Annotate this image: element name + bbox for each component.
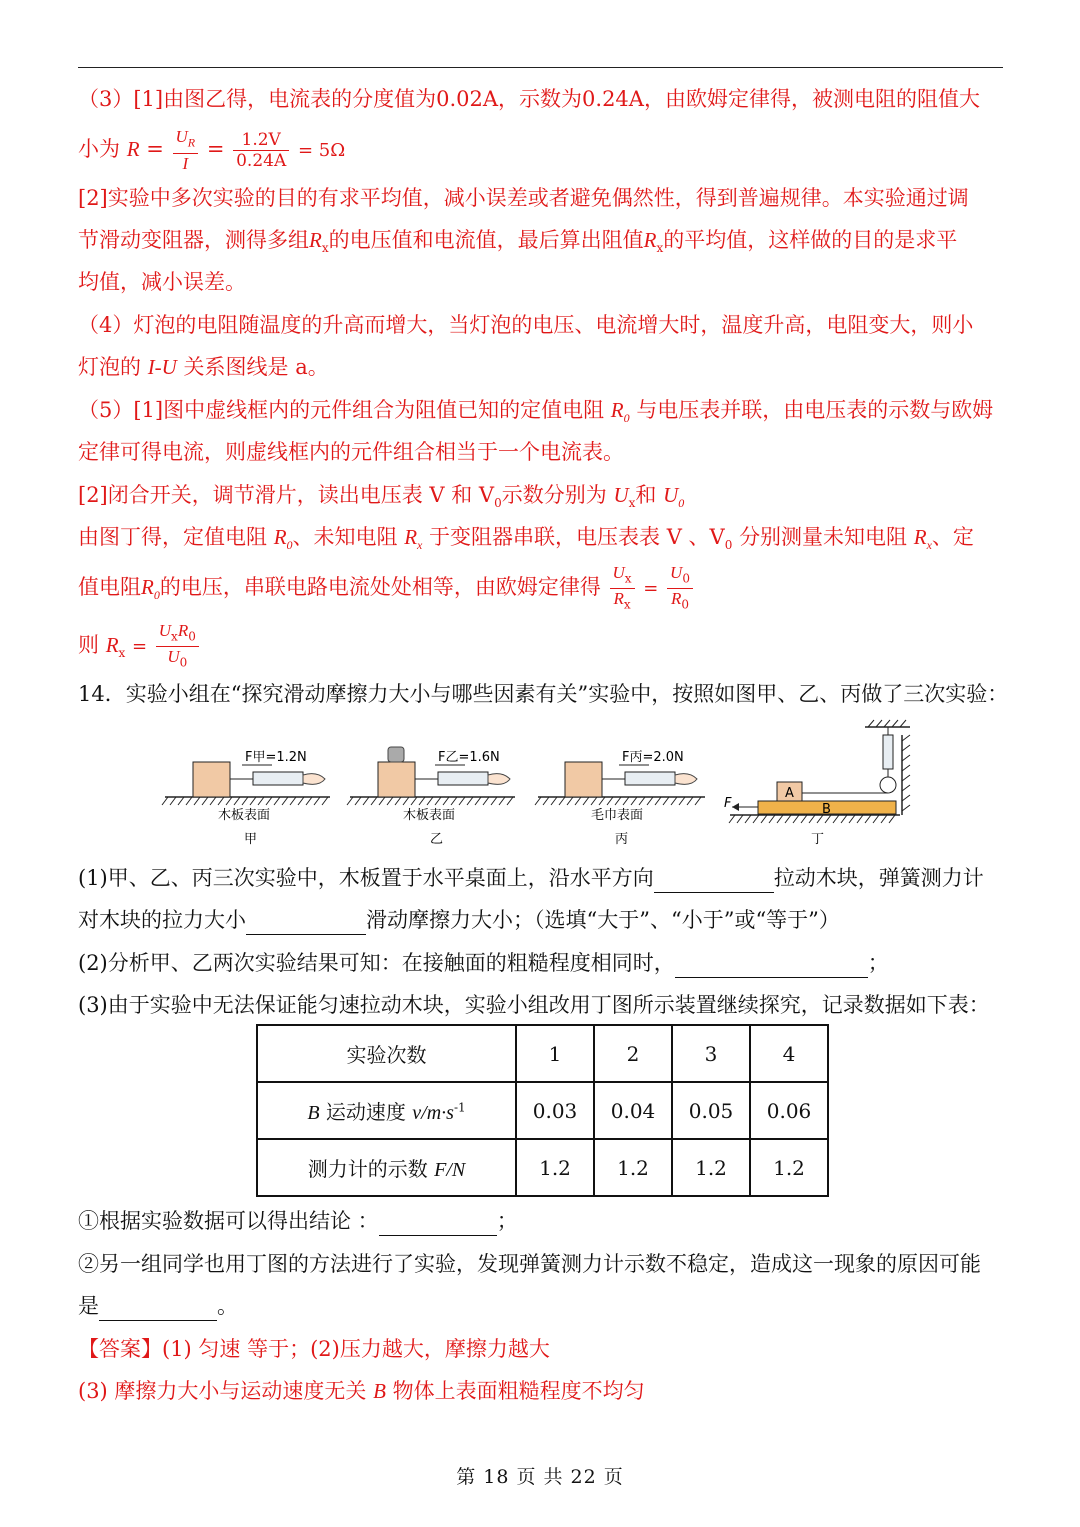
blank-1[interactable] <box>654 870 774 893</box>
caption-jia: 甲 <box>244 832 258 847</box>
caption-bing: 丙 <box>615 832 629 847</box>
surface-label-yi: 木板表面 <box>403 808 456 823</box>
spring-scale-bing <box>625 772 675 785</box>
sol5-line1: （5）[1]图中虚线框内的元件组合为阻值已知的定值电阻 $R_0$ 与电压表并联，由电压表的示数与欧姆 <box>78 398 994 426</box>
sol3-p2-line3: 均值，减小误差。 <box>78 270 246 294</box>
setup-yi <box>347 747 515 847</box>
table-row: 测力计的示数 F/N 1.2 1.2 1.2 1.2 <box>257 1139 828 1196</box>
block-bing <box>565 762 602 797</box>
sol3-line1: （3）[1]由图乙得，电流表的分度值为0.02A，示数为0.24A，由欧姆定律得，被测电阻的阻值大 <box>78 87 980 111</box>
force-label-yi: F乙=1.6N <box>438 750 500 765</box>
q14-c1: ①根据实验数据可以得出结论 ： ； <box>78 1206 518 1236</box>
experiment-figure <box>160 715 920 855</box>
blank-5[interactable] <box>99 1298 217 1321</box>
setup-ding <box>724 720 910 847</box>
sol5-line2: 定律可得电流，则虚线框内的元件组合相当于一个电流表。 <box>78 440 624 464</box>
sol3-formula-line: 小为 R = $\frac{U_R}{I}$ = $\frac{1.2V}{0.24A}$ = 5Ω <box>78 127 346 173</box>
q14-c2-line1: ②另一组同学也用丁图的方法进行了实验，发现弹簧测力计示数不稳定，造成这一现象的原因可能 <box>78 1252 981 1276</box>
sol4-line2: 灯泡的 I-U 关系图线是 a。 <box>78 355 329 379</box>
q14-p3: (3)由于实验中无法保证能匀速拉动木块，实验小组改用丁图所示装置继续探究，记录数据如下表： <box>78 993 990 1017</box>
label-a: A <box>785 786 794 801</box>
header-rule <box>78 67 1003 68</box>
sol5-line6: 则 $R_x$ = $\frac{U_xR_0}{U_0}$ <box>78 620 201 678</box>
caption-yi: 乙 <box>430 832 444 847</box>
block-yi <box>378 762 415 797</box>
blank-2[interactable] <box>246 912 366 935</box>
force-label-bing: F丙=2.0N <box>622 750 684 765</box>
label-f: F <box>724 796 732 811</box>
data-table <box>256 1024 829 1197</box>
blank-3[interactable] <box>675 955 868 978</box>
table-row: B 运动速度 $v/m\cdot s^{-1}$ 0.03 0.04 0.05 0.06 <box>257 1082 828 1139</box>
q14-p1-line1: (1)甲、乙、丙三次实验中，木板置于水平桌面上，沿水平方向 拉动木块，弹簧测力计 <box>78 863 984 893</box>
sol5-line4: 由图丁得，定值电阻 $R_0$、未知电阻 $R_x$ 于变阻器串联，电压表表 V 、$V_0$ 分别测量未知电阻 $R_x$、定 <box>78 525 974 553</box>
surface-label-bing: 毛巾表面 <box>591 808 644 823</box>
sol5-line3: [2]闭合开关，调节滑片，读出电压表 V 和 $V_0$示数分别为 $U_x$和 $U_0$ <box>78 483 685 511</box>
table-row: 实验次数 1 2 3 4 <box>257 1025 828 1082</box>
surface-label-jia: 木板表面 <box>218 808 271 823</box>
sol4-line1: （4）灯泡的电阻随温度的升高而增大，当灯泡的电压、电流增大时，温度升高，电阻变大，则小 <box>78 313 974 337</box>
answer-line2: (3) 摩擦力大小与运动速度无关 B 物体上表面粗糙程度不均匀 <box>78 1379 645 1403</box>
pulley <box>880 777 896 793</box>
setup-jia <box>162 750 330 847</box>
block-jia <box>193 762 230 797</box>
blank-4[interactable] <box>379 1213 497 1236</box>
q14-p2: (2)分析甲、乙两次实验结果可知：在接触面的粗糙程度相同时， ； <box>78 948 889 978</box>
label-b: B <box>822 802 831 817</box>
force-label-jia: F甲=1.2N <box>245 750 307 765</box>
answer-line1: 【答案】(1) 匀速 等于；(2)压力越大，摩擦力越大 <box>78 1337 550 1361</box>
weight-yi <box>388 747 404 762</box>
q14-c2-line2: 是 。 <box>78 1291 238 1321</box>
spring-scale-jia <box>253 772 303 785</box>
sol5-line5: 值电阻$R_0$的电压，串联电路电流处处相等，由欧姆定律得 $\frac{U_x}{R_x}$ = $\frac{U_0}{R_0}$ <box>78 562 695 620</box>
page-footer: 第 18 页 共 22 页 <box>456 1466 624 1488</box>
spring-scale-ding <box>883 735 893 769</box>
spring-scale-yi <box>438 772 488 785</box>
caption-ding: 丁 <box>811 832 825 847</box>
q14-p1-line2: 对木块的拉力大小 滑动摩擦力大小；（选填“大于”、“小于”或“等于”） <box>78 905 840 935</box>
setup-bing <box>535 750 705 847</box>
sol3-p2-line1: [2]实验中多次实验的目的有求平均值，减小误差或者避免偶然性，得到普遍规律。本实验通过调 <box>78 186 969 210</box>
sol3-p2-line2: 节滑动变阻器，测得多组$R_x$的电压值和电流值，最后算出阻值$R_x$的平均值，这样做的目的是求平 <box>78 228 958 256</box>
q14-title: 14．实验小组在“探究滑动摩擦力大小与哪些因素有关”实验中，按照如图甲、乙、丙做了三次实验： <box>78 682 1009 706</box>
